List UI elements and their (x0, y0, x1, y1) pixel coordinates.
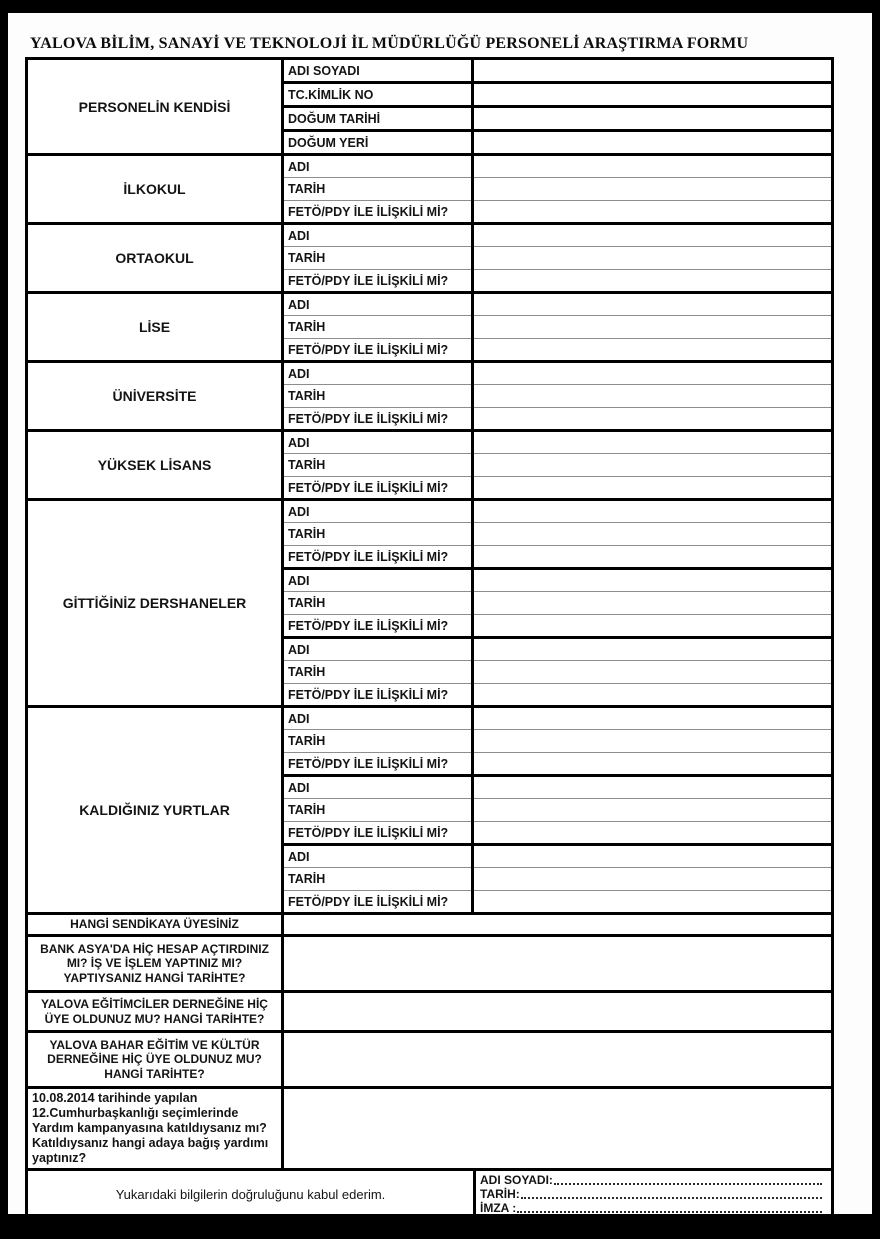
field-label: TARİH (283, 385, 473, 408)
signature-line-imza (480, 1201, 825, 1214)
signature-line-date (480, 1187, 825, 1201)
answer-cell (473, 107, 833, 131)
field-label: TARİH (283, 316, 473, 339)
declaration-text: Yukarıdaki bilgilerin doğruluğunu kabul ederim. (27, 1170, 475, 1215)
field-label: FETÖ/PDY İLE İLİŞKİLİ Mİ? (283, 270, 473, 293)
answer-cell (473, 293, 833, 316)
answer-cell (473, 500, 833, 523)
section-label-yuksek-lisans: YÜKSEK LİSANS (27, 431, 283, 500)
field-label: TARİH (283, 730, 473, 753)
section-label-ortaokul: ORTAOKUL (27, 224, 283, 293)
field-label: FETÖ/PDY İLE İLİŞKİLİ Mİ? (283, 891, 473, 914)
question-label-egitimciler-dernegi: YALOVA EĞİTİMCİLER DERNEĞİNE HİÇ ÜYE OLDUNUZ MU? HANGİ TARİHTE? (27, 992, 283, 1032)
field-label: FETÖ/PDY İLE İLİŞKİLİ Mİ? (283, 201, 473, 224)
field-label: FETÖ/PDY İLE İLİŞKİLİ Mİ? (283, 822, 473, 845)
answer-cell (473, 615, 833, 638)
question-answer-cell (283, 992, 833, 1032)
dotted-line (554, 1182, 822, 1185)
field-label: ADI (283, 293, 473, 316)
field-label: ADI (283, 707, 473, 730)
signature-name-label: ADI SOYADI: (480, 1173, 553, 1187)
section-label-personel: PERSONELİN KENDİSİ (27, 59, 283, 155)
field-label: FETÖ/PDY İLE İLİŞKİLİ Mİ? (283, 408, 473, 431)
question-answer-cell (283, 936, 833, 992)
answer-cell (473, 247, 833, 270)
form-title: YALOVA BİLİM, SANAYİ VE TEKNOLOJİ İL MÜDÜRLÜĞÜ PERSONELİ ARAŞTIRMA FORMU (30, 35, 749, 52)
signature-imza-label: İMZA : (480, 1201, 517, 1214)
answer-cell (473, 385, 833, 408)
answer-cell (473, 776, 833, 799)
signature-line-name (480, 1173, 825, 1187)
answer-cell (473, 224, 833, 247)
answer-cell (473, 638, 833, 661)
answer-cell (473, 362, 833, 385)
answer-cell (473, 868, 833, 891)
field-label: ADI (283, 569, 473, 592)
document-page (8, 13, 872, 1214)
section-label-lise: LİSE (27, 293, 283, 362)
field-label: FETÖ/PDY İLE İLİŞKİLİ Mİ? (283, 753, 473, 776)
answer-cell (473, 523, 833, 546)
dotted-line (517, 1210, 822, 1213)
answer-cell (473, 155, 833, 178)
signature-date-label: TARİH: (480, 1187, 520, 1201)
answer-cell (473, 707, 833, 730)
answer-cell (473, 270, 833, 293)
section-label-ilkokul: İLKOKUL (27, 155, 283, 224)
question-label-bank-asya: BANK ASYA'DA HİÇ HESAP AÇTIRDINIZ MI? İŞ VE İŞLEM YAPTINIZ MI? YAPTIYSANIZ HANGİ TARİHTE? (27, 936, 283, 992)
answer-cell (473, 339, 833, 362)
field-label: ADI (283, 431, 473, 454)
answer-cell (473, 59, 833, 83)
field-label: ADI (283, 224, 473, 247)
field-label: ADI (283, 845, 473, 868)
field-label: ADI (283, 776, 473, 799)
field-label: TC.KİMLİK NO (283, 83, 473, 107)
signature-block (475, 1170, 833, 1215)
field-label: TARİH (283, 592, 473, 615)
answer-cell (473, 891, 833, 914)
field-label: ADI (283, 155, 473, 178)
field-label: FETÖ/PDY İLE İLİŞKİLİ Mİ? (283, 477, 473, 500)
question-label-bahar-dernegi: YALOVA BAHAR EĞİTİM VE KÜLTÜR DERNEĞİNE HİÇ ÜYE OLDUNUZ MU? HANGİ TARİHTE? (27, 1032, 283, 1088)
question-label-sendika: HANGİ SENDİKAYA ÜYESİNİZ (27, 914, 283, 936)
answer-cell (473, 684, 833, 707)
answer-cell (473, 316, 833, 339)
field-label: DOĞUM TARİHİ (283, 107, 473, 131)
field-label: ADI (283, 500, 473, 523)
field-label: ADI SOYADI (283, 59, 473, 83)
answer-cell (473, 592, 833, 615)
field-label: ADI (283, 638, 473, 661)
signature-table (25, 1168, 834, 1214)
section-label-yurtlar: KALDIĞINIZ YURTLAR (27, 707, 283, 914)
answer-cell (473, 131, 833, 155)
answer-cell (473, 569, 833, 592)
field-label: TARİH (283, 868, 473, 891)
field-label: FETÖ/PDY İLE İLİŞKİLİ Mİ? (283, 684, 473, 707)
field-label: DOĞUM YERİ (283, 131, 473, 155)
dotted-line (521, 1196, 822, 1199)
field-label: TARİH (283, 661, 473, 684)
field-label: TARİH (283, 454, 473, 477)
main-form-table (25, 57, 834, 1171)
answer-cell (473, 753, 833, 776)
section-label-dershaneler: GİTTİĞİNİZ DERSHANELER (27, 500, 283, 707)
field-label: TARİH (283, 799, 473, 822)
answer-cell (473, 546, 833, 569)
question-answer-cell (283, 1088, 833, 1170)
field-label: FETÖ/PDY İLE İLİŞKİLİ Mİ? (283, 339, 473, 362)
field-label: TARİH (283, 523, 473, 546)
question-answer-cell (283, 914, 833, 936)
field-label: FETÖ/PDY İLE İLİŞKİLİ Mİ? (283, 546, 473, 569)
answer-cell (473, 454, 833, 477)
question-label-secim-kampanyasi: 10.08.2014 tarihinde yapılan 12.Cumhurbaşkanlığı seçimlerinde Yardım kampanyasına katıldıysanız mı? Katıldıysanız hangi adaya bağış yardımı yaptınız? (27, 1088, 283, 1170)
field-label: FETÖ/PDY İLE İLİŞKİLİ Mİ? (283, 615, 473, 638)
answer-cell (473, 431, 833, 454)
section-label-universite: ÜNİVERSİTE (27, 362, 283, 431)
answer-cell (473, 201, 833, 224)
field-label: TARİH (283, 247, 473, 270)
field-label: ADI (283, 362, 473, 385)
answer-cell (473, 822, 833, 845)
answer-cell (473, 845, 833, 868)
answer-cell (473, 178, 833, 201)
field-label: TARİH (283, 178, 473, 201)
answer-cell (473, 730, 833, 753)
answer-cell (473, 477, 833, 500)
answer-cell (473, 408, 833, 431)
answer-cell (473, 799, 833, 822)
answer-cell (473, 83, 833, 107)
question-answer-cell (283, 1032, 833, 1088)
answer-cell (473, 661, 833, 684)
